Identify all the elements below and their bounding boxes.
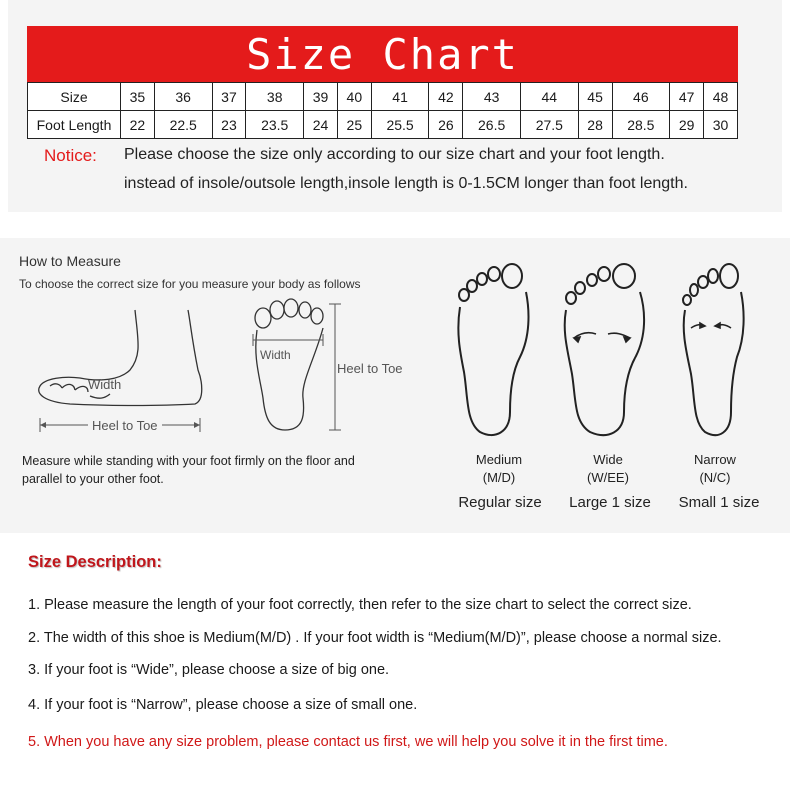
side-width-label: Width bbox=[88, 377, 122, 392]
foot-length-cell: 25.5 bbox=[371, 111, 429, 139]
foot-length-cell: 26 bbox=[429, 111, 463, 139]
side-length-label: Heel to Toe bbox=[88, 418, 162, 433]
how-to-measure-subtitle: To choose the correct size for you measure your body as follows bbox=[19, 277, 361, 291]
wide-size-advice: Large 1 size bbox=[569, 494, 651, 511]
notice-line-1: Please choose the size only according to our size chart and your foot length. bbox=[124, 146, 665, 163]
size-cell: 38 bbox=[246, 83, 304, 111]
narrow-size-advice: Small 1 size bbox=[678, 494, 760, 511]
foot-length-cell: 22 bbox=[121, 111, 155, 139]
size-cell: 35 bbox=[121, 83, 155, 111]
foot-length-cell: 22.5 bbox=[154, 111, 212, 139]
foot-length-cell: 25 bbox=[337, 111, 371, 139]
wide-code: (W/EE) bbox=[587, 470, 629, 485]
description-item-5: 5. When you have any size problem, please contact us first, we will help you solve it in the first time. bbox=[28, 734, 668, 750]
wide-name: Wide bbox=[593, 452, 623, 467]
foot-length-cell: 28.5 bbox=[612, 111, 670, 139]
foot-length-cell: 24 bbox=[304, 111, 338, 139]
size-cell: 45 bbox=[578, 83, 612, 111]
narrow-code: (N/C) bbox=[699, 470, 731, 485]
size-cell: 41 bbox=[371, 83, 429, 111]
medium-code: (M/D) bbox=[482, 470, 516, 485]
size-cell: 46 bbox=[612, 83, 670, 111]
wide-foot-icon bbox=[560, 262, 650, 442]
foot-length-cell: 23 bbox=[212, 111, 246, 139]
size-description-title: Size Description: bbox=[28, 553, 162, 571]
size-cell: 44 bbox=[520, 83, 578, 111]
foot-length-cell: 23.5 bbox=[246, 111, 304, 139]
description-item-3: 3. If your foot is “Wide”, please choose a size of big one. bbox=[28, 662, 390, 678]
foot-length-cell: 30 bbox=[704, 111, 738, 139]
sole-length-label: Heel to Toe bbox=[337, 361, 403, 376]
measure-instruction-line-2: parallel to your other foot. bbox=[22, 472, 164, 486]
narrow-type-label bbox=[670, 451, 760, 487]
size-cell: 37 bbox=[212, 83, 246, 111]
medium-size-advice: Regular size bbox=[458, 494, 542, 511]
size-cell: 42 bbox=[429, 83, 463, 111]
notice-label: Notice: bbox=[44, 146, 97, 165]
foot-length-cell: 26.5 bbox=[463, 111, 521, 139]
foot-length-row-label: Foot Length bbox=[28, 111, 121, 139]
size-cell: 36 bbox=[154, 83, 212, 111]
medium-type-label bbox=[454, 451, 544, 487]
how-to-measure-title: How to Measure bbox=[19, 253, 121, 269]
foot-length-cell: 29 bbox=[670, 111, 704, 139]
size-chart-title: Size Chart bbox=[27, 26, 738, 82]
wide-type-label bbox=[563, 451, 653, 487]
size-row bbox=[28, 83, 738, 111]
size-table bbox=[27, 82, 738, 139]
medium-foot-icon bbox=[450, 262, 540, 442]
narrow-name: Narrow bbox=[694, 452, 736, 467]
foot-length-cell: 28 bbox=[578, 111, 612, 139]
measure-instruction-line-1: Measure while standing with your foot firmly on the floor and bbox=[22, 454, 355, 468]
foot-length-cell: 27.5 bbox=[520, 111, 578, 139]
size-cell: 40 bbox=[337, 83, 371, 111]
size-cell: 47 bbox=[670, 83, 704, 111]
size-cell: 39 bbox=[304, 83, 338, 111]
sole-width-label: Width bbox=[260, 348, 291, 362]
description-item-2: 2. The width of this shoe is Medium(M/D) . If your foot width is “Medium(M/D)”, please choose a normal size. bbox=[28, 630, 722, 646]
measure-instruction bbox=[22, 452, 422, 488]
description-item-4: 4. If your foot is “Narrow”, please choose a size of small one. bbox=[28, 697, 418, 713]
notice-line-2: instead of insole/outsole length,insole length is 0-1.5CM longer than foot length. bbox=[124, 175, 688, 192]
description-item-1: 1. Please measure the length of your foot correctly, then refer to the size chart to select the correct size. bbox=[28, 597, 692, 613]
narrow-foot-icon bbox=[675, 262, 755, 442]
medium-name: Medium bbox=[475, 452, 523, 467]
size-cell: 43 bbox=[463, 83, 521, 111]
size-cell: 48 bbox=[704, 83, 738, 111]
foot-length-row bbox=[28, 111, 738, 139]
size-row-label: Size bbox=[28, 83, 121, 111]
